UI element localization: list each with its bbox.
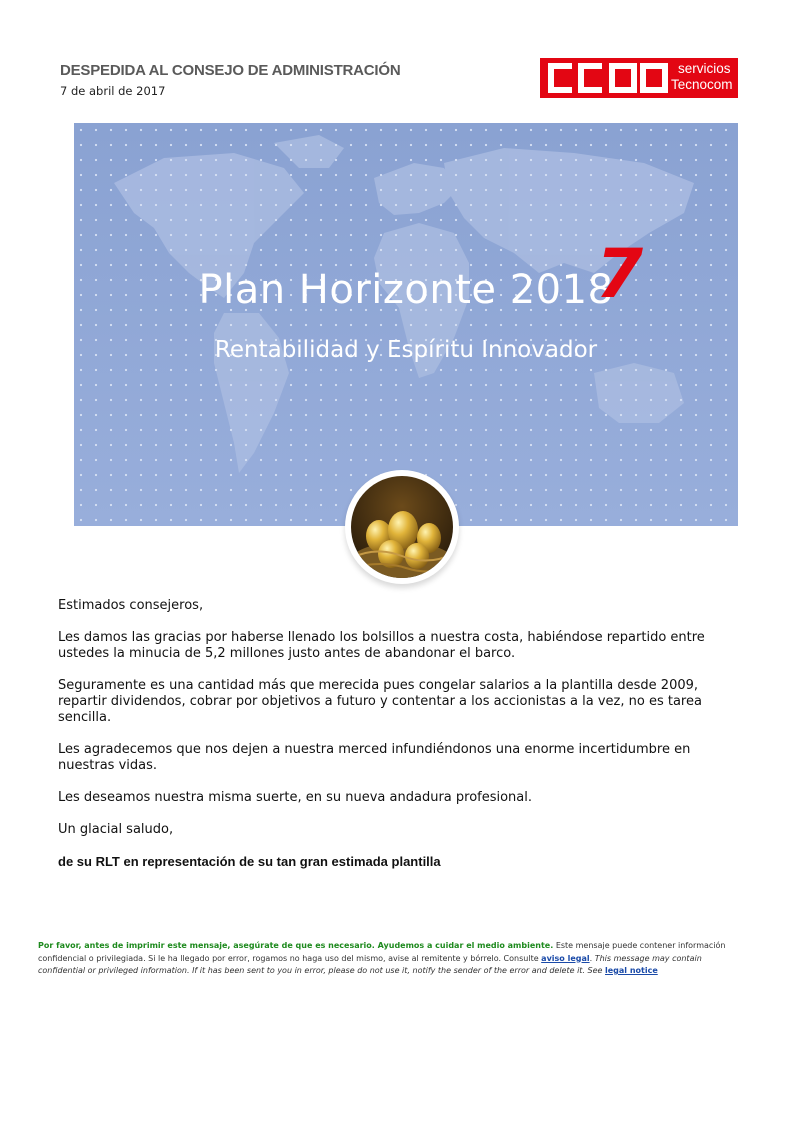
letter-body (58, 598, 718, 886)
logo-servicios: servicios (678, 61, 731, 76)
golden-eggs-image (345, 470, 459, 584)
legal-text-es: Este mensaje puede contener información confidencial o privilegiada. Si le ha llegado por error, rogamos no haga uso del mismo, avise al remitente y bórrelo. Consulte (38, 941, 726, 963)
ccoo-logo (540, 58, 738, 98)
paragraph-4: Les deseamos nuestra misma suerte, en su nueva andadura profesional. (58, 790, 533, 805)
plan-banner (74, 123, 738, 526)
legal-notice-link[interactable]: legal notice (605, 966, 658, 975)
aviso-legal-link[interactable]: aviso legal (541, 953, 590, 963)
closing: Un glacial saludo, (58, 822, 174, 837)
paragraph-2: Seguramente es una cantidad más que merecida pues congelar salarios a la plantilla desde 2009, repartir dividendos, cobrar por objetivos a futuro y contentar a los accionistas a la vez, no es tarea sencilla. (58, 678, 702, 725)
banner-subtitle: Rentabilidad y Espíritu Innovador (214, 337, 598, 363)
golden-eggs-icon (351, 476, 453, 578)
environment-notice: Por favor, antes de imprimir este mensaje, asegúrate de que es necesario. Ayudemos a cuidar el medio ambiente. (38, 941, 554, 950)
legal-text-en: This message may contain confidential or privileged information. If it has been sent to you in error, please do not use it, notify the sender of the error and delete it. See (38, 953, 702, 975)
ccoo-wordmark-icon (546, 62, 670, 94)
header-title: DESPEDIDA AL CONSEJO DE ADMINISTRACIÓN (60, 62, 401, 79)
banner-title: Plan Horizonte 2018 7 (198, 235, 644, 314)
legal-footer: Por favor, antes de imprimir este mensaje, asegúrate de que es necesario. Ayudemos a cuidar el medio ambiente. Este mensaje puede contener información confidencial o privilegiada. Si le ha llegado por error, rogamos no haga uso del mismo, avise al remitente y bórrelo. Consulte aviso legal. This message may contain confidential or privileged information. If it has been sent to you in error, please do not use it, notify the sender of the error and delete it. See legal notice (38, 941, 726, 975)
logo-tecnocom: Tecnocom (671, 77, 733, 92)
header-date: 7 de abril de 2017 (60, 84, 166, 98)
world-map-icon (74, 123, 738, 526)
paragraph-3: Les agradecemos que nos dejen a nuestra merced infundiéndonos una enorme incertidumbre en nuestras vidas. (58, 742, 691, 773)
greeting: Estimados consejeros, (58, 598, 204, 613)
signature: de su RLT en representación de su tan gran estimada plantilla (58, 854, 441, 869)
paragraph-1: Les damos las gracias por haberse llenado los bolsillos a nuestra costa, habiéndose repartido entre ustedes la minucia de 5,2 millones justo antes de abandonar el barco. (58, 630, 705, 661)
overlay-seven: 7 (595, 235, 644, 314)
